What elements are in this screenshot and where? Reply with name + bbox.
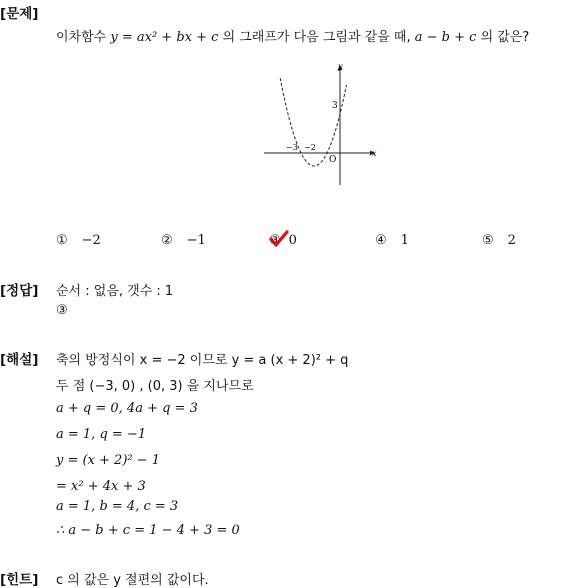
hint-tag: [힌트]	[0, 572, 39, 588]
choice-number: ④	[375, 233, 387, 248]
question-prefix: 이차함수	[56, 30, 107, 45]
choice-1[interactable]	[56, 233, 101, 248]
solution-line-6: = x² + 4x + 3	[56, 479, 146, 494]
question-text	[56, 26, 529, 45]
solution-line-4: a = 1, q = −1	[56, 427, 147, 442]
choice-value: 0	[288, 233, 297, 248]
solution-line-5: y = (x + 2)² − 1	[56, 453, 161, 468]
y-intercept-label: 3	[332, 101, 338, 111]
choice-3[interactable]	[269, 233, 297, 248]
choice-2[interactable]	[161, 233, 206, 248]
choice-value: −2	[81, 233, 101, 248]
checkmark-icon	[269, 230, 289, 248]
answer-choice: ③	[56, 303, 68, 318]
solution-line-1: 축의 방정식이 x = −2 이므로 y = a (x + 2)² + q	[56, 353, 349, 368]
origin-label: O	[329, 155, 337, 165]
tick-label-left: −3	[286, 143, 298, 152]
question-mid: 의 그래프가 다음 그림과 같을 때,	[222, 30, 411, 45]
solution-tag: [해설]	[0, 352, 39, 368]
choice-number: ⑤	[482, 233, 494, 248]
question-expr: a − b + c	[414, 30, 477, 45]
question-function: y = ax² + bx + c	[110, 30, 219, 45]
question-suffix: 의 값은?	[480, 30, 530, 45]
choice-number: ②	[161, 233, 173, 248]
choice-value: 2	[507, 233, 516, 248]
answer-tag: [정답]	[0, 283, 39, 299]
tick-label-right: −2	[304, 143, 316, 152]
solution-line-2: 두 점 (−3, 0) , (0, 3) 을 지나므로	[56, 379, 254, 394]
choice-number: ①	[56, 233, 68, 248]
solution-line-8: ∴ a − b + c = 1 − 4 + 3 = 0	[56, 523, 240, 538]
solution-line-7: a = 1, b = 4, c = 3	[56, 499, 179, 514]
parabola-graph	[258, 60, 388, 190]
choice-4[interactable]	[375, 233, 409, 248]
answer-line: 순서 : 없음, 갯수 : 1	[56, 284, 174, 299]
x-axis-label: x	[372, 149, 377, 158]
question-tag: [문제]	[0, 6, 39, 22]
choice-value: 1	[400, 233, 409, 248]
choice-5[interactable]	[482, 233, 516, 248]
y-axis-label: y	[338, 62, 343, 71]
choice-number: ③	[269, 233, 281, 248]
choice-value: −1	[186, 233, 206, 248]
solution-line-3: a + q = 0, 4a + q = 3	[56, 401, 198, 416]
hint-text: c 의 값은 y 절편의 값이다.	[56, 573, 209, 588]
